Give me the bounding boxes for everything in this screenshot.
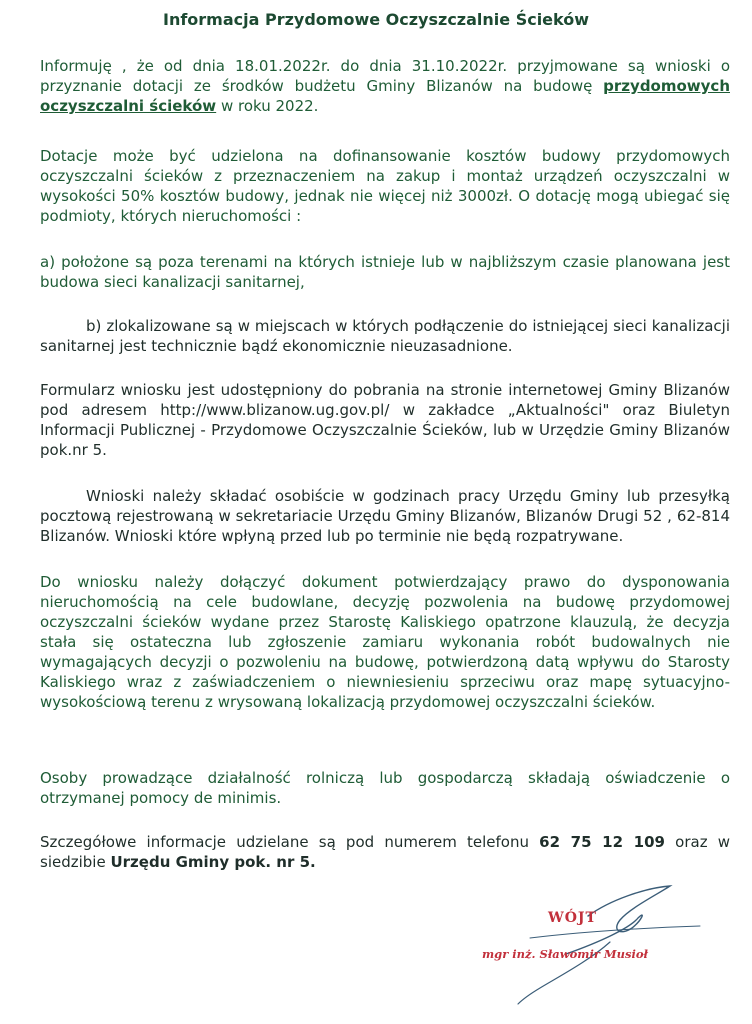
paragraph-contact	[40, 832, 730, 872]
document-title: Informacja Przydomowe Oczyszczalnie Ścieków	[162, 10, 590, 29]
signature-block	[470, 880, 730, 1010]
contact-text-mid: oraz w siedzibie	[40, 833, 730, 871]
paragraph-condition-a: a) położone są poza terenami na których istnieje lub w najbliższym czasie planowana jest budowa sieci kanalizacji sanitarnej,	[40, 253, 730, 291]
paragraph-submission: Wnioski należy składać osobiście w godzinach pracy Urzędu Gminy lub przesyłką pocztową rejestrowaną w sekretariacie Urzędu Gminy Blizanów, Blizanów Drugi 52 , 62-814 Blizanów. Wnioski które wpłyną przed lub po terminie nie będą rozpatrywane.	[40, 487, 730, 545]
contact-phone: 62 75 12 109	[539, 833, 665, 851]
paragraph-condition-b: b) zlokalizowane są w miejscach w których podłączenie do istniejącej sieci kanalizacji sanitarnej jest technicznie bądź ekonomicznie nieuzasadnione.	[40, 317, 730, 355]
paragraph-de-minimis: Osoby prowadzące działalność rolniczą lub gospodarczą składają oświadczenie o otrzymanej pomocy de minimis.	[40, 769, 730, 807]
contact-text-before: Szczegółowe informacje udzielane są pod numerem telefonu	[40, 833, 540, 851]
intro-text-after: w roku 2022.	[216, 97, 319, 115]
signature-name: mgr inż. Sławomir Musioł	[482, 947, 648, 961]
intro-text-before: Informuję , że od dnia 18.01.2022r. do dnia 31.10.2022r. przyjmowane są wnioski o przyznanie dotacji ze środków budżetu Gminy Blizanów na budowę	[40, 57, 730, 95]
signature-title: WÓJT	[548, 910, 597, 926]
paragraph-application-form: Formularz wniosku jest udostępniony do pobrania na stronie internetowej Gminy Blizanów pod adresem http://www.blizanow.ug.gov.pl/ w zakładce „Aktualności" oraz Biuletyn Informacji Publicznej - Przydomowe Oczyszczalnie Ścieków, lub w Urzędzie Gminy Blizanów pok.nr 5.	[40, 381, 730, 459]
paragraph-intro	[40, 56, 730, 116]
contact-office: Urzędu Gminy pok. nr 5.	[110, 853, 316, 871]
intro-highlight: przydomowych oczyszczalni ścieków	[40, 77, 730, 115]
paragraph-grant-conditions: Dotacje może być udzielona na dofinansowanie kosztów budowy przydomowych oczyszczalni ścieków z przeznaczeniem na zakup i montaż urządzeń oczyszczalni w wysokości 50% kosztów budowy, jednak nie więcej niż 3000zł. O dotację mogą ubiegać się podmioty, których nieruchomości :	[40, 147, 730, 225]
paragraph-required-documents: Do wniosku należy dołączyć dokument potwierdzający prawo do dysponowania nieruchomością na cele budowlane, decyzję pozwolenia na budowę przydomowej oczyszczalni ścieków wydane przez Starostę Kaliskiego opatrzone klauzulą, że decyzja stała się ostateczna lub zgłoszenie zamiaru wykonania robót budowalnych nie wymagających decyzji o pozwoleniu na budowę, potwierdzoną datą wpływu do Starosty Kaliskiego wraz z zaświadczeniem o niewniesieniu sprzeciwu oraz mapę sytuacyjno-wysokościową terenu z wrysowaną lokalizacją przydomowej oczyszczalni ścieków.	[40, 573, 730, 711]
